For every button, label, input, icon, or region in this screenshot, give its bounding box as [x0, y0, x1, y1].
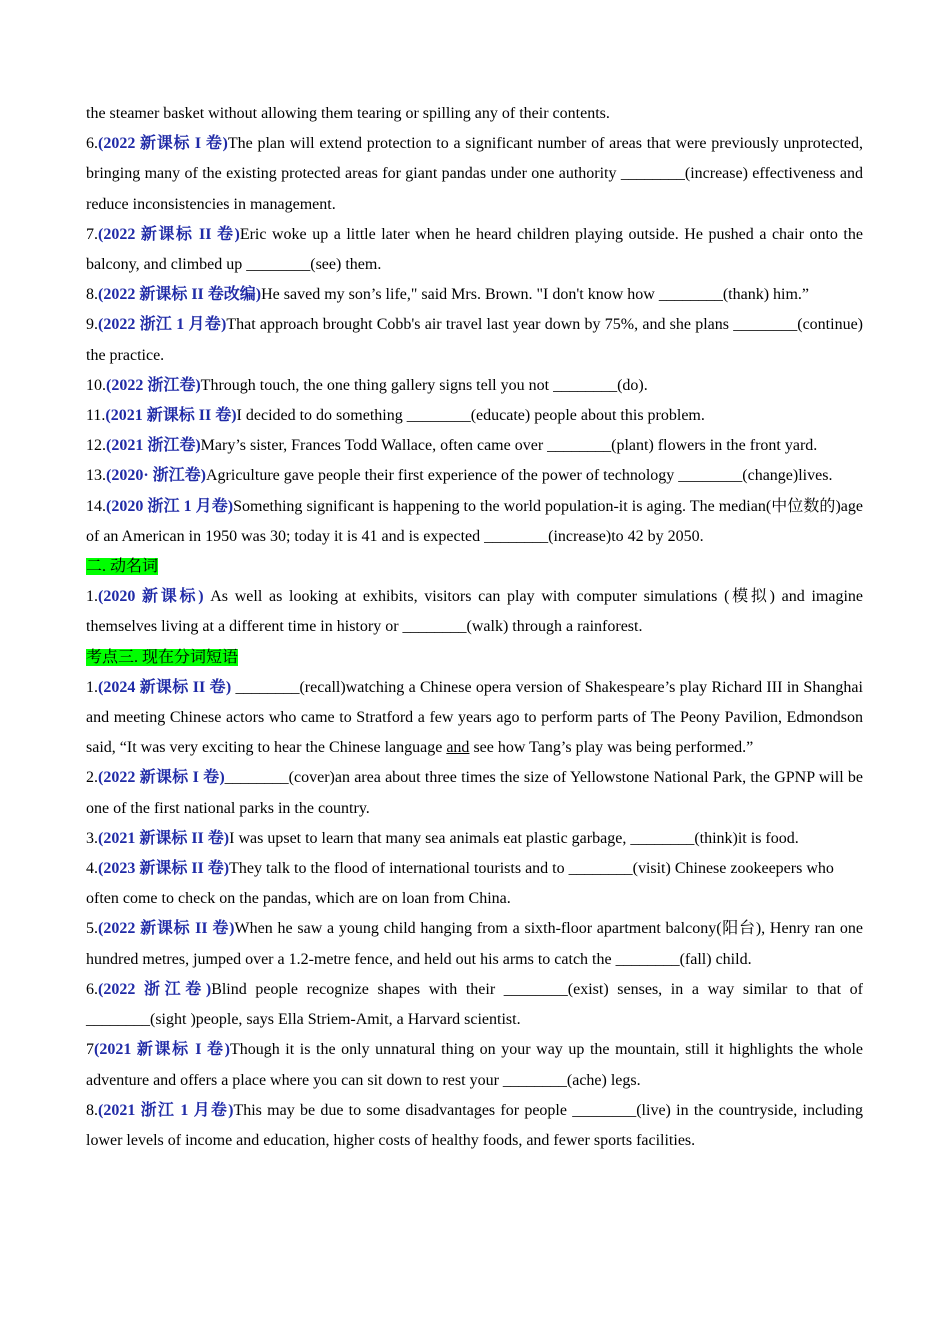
- section-heading: 考点三. 现在分词短语: [86, 648, 239, 666]
- question-item: [86, 824, 863, 854]
- question-number: 6.: [86, 135, 98, 153]
- question-text: As well as looking at exhibits, visitors can play with computer simulations (模拟) and imagine themselves living at a different time in history or ________(walk) through a rainforest.: [86, 588, 863, 636]
- question-item: [86, 280, 863, 310]
- underlined-word: and: [446, 739, 470, 757]
- question-source: (2021 新课标 I 卷): [94, 1041, 230, 1059]
- question-text: ________(recall)watching a Chinese opera version of Shakespeare’s play Richard III in Shanghai and meeting Chinese actors who came to Stratford a few years ago to perform parts of The Peony Pavilion, Edmondson said, “It was very exciting to hear the Chinese language: [86, 678, 863, 757]
- question-item: [86, 1096, 863, 1156]
- section-heading: 二. 动名词: [86, 558, 159, 576]
- question-item: [86, 310, 863, 370]
- question-number: 14.: [86, 497, 106, 515]
- question-number: 12.: [86, 437, 106, 455]
- question-source: (2022 浙江卷): [106, 376, 201, 394]
- question-item: [86, 975, 863, 1035]
- question-source: (2022 新课标 II 卷改编): [98, 286, 262, 304]
- question-number: 10.: [86, 376, 106, 394]
- question-text: Agriculture gave people their first experience of the power of technology ________(change)lives.: [206, 467, 833, 485]
- question-source: (2023 新课标 II 卷): [98, 860, 230, 878]
- question-number: 1.: [86, 588, 98, 606]
- question-number: 7.: [86, 225, 98, 243]
- question-item: [86, 129, 863, 220]
- question-text: Mary’s sister, Frances Todd Wallace, often came over ________(plant) flowers in the front yard.: [200, 437, 818, 455]
- question-number: 8.: [86, 1101, 98, 1119]
- question-text: Something significant is happening to the world population-it is aging. The median(中位数的)age of an American in 1950 was 30; today it is 41 and is expected ________(increase)to 42 by 2050.: [86, 497, 863, 545]
- question-item: [86, 401, 863, 431]
- question-item: [86, 854, 863, 914]
- question-number: 7: [86, 1041, 94, 1059]
- question-text: When he saw a young child hanging from a sixth-floor apartment balcony(阳台), Henry ran one hundred metres, jumped over a 1.2-metre fence, and held out his arms to catch the ________(fall) child.: [86, 920, 863, 968]
- question-item: [86, 582, 863, 642]
- question-source: (2020 浙江 1 月卷): [106, 497, 234, 515]
- question-source: (2022 浙江卷): [98, 980, 212, 998]
- question-number: 5.: [86, 920, 98, 938]
- question-source: (2022 新课标 I 卷): [98, 769, 225, 787]
- question-text: Eric woke up a little later when he heard children playing outside. He pushed a chair onto the balcony, and climbed up ________(see) them.: [86, 225, 863, 274]
- question-source: (2020 新课标): [98, 588, 204, 606]
- question-item: [86, 1035, 863, 1095]
- question-text: I decided to do something ________(educate) people about this problem.: [236, 407, 705, 425]
- question-item: [86, 431, 863, 461]
- document-body: [86, 99, 863, 1156]
- question-item: [86, 492, 863, 552]
- section-heading-row: [86, 552, 863, 582]
- question-text: That approach brought Cobb's air travel last year down by 75%, and she plans ________(continue) the practice.: [86, 316, 863, 364]
- question-text: Blind people recognize shapes with their ________(exist) senses, in a way similar to that of ________(sight )people, says Ella Striem-Amit, a Harvard scientist.: [86, 980, 863, 1029]
- question-source: (2021 浙江卷): [106, 437, 201, 455]
- question-source: (2022 浙江 1 月卷): [98, 316, 227, 334]
- question-item: [86, 371, 863, 401]
- question-text: Through touch, the one thing gallery signs tell you not ________(do).: [200, 376, 648, 394]
- question-text: He saved my son’s life," said Mrs. Brown. "I don't know how ________(thank) him.”: [261, 286, 810, 304]
- question-text: I was upset to learn that many sea animals eat plastic garbage, ________(think)it is food.: [229, 829, 799, 847]
- question-text: ________(cover)an area about three times the size of Yellowstone National Park, the GPNP will be one of the first national parks in the country.: [86, 769, 863, 817]
- question-source: (2021 浙江 1 月卷): [98, 1101, 234, 1119]
- question-source: (2020· 浙江卷): [106, 467, 206, 485]
- question-item: [86, 763, 863, 823]
- question-item: [86, 673, 863, 764]
- question-number: 3.: [86, 829, 98, 847]
- question-number: 1.: [86, 678, 98, 696]
- continuation-text: the steamer basket without allowing them tearing or spilling any of their contents.: [86, 105, 610, 122]
- question-item: [86, 914, 863, 974]
- question-number: 8.: [86, 286, 98, 304]
- question-text: Though it is the only unnatural thing on your way up the mountain, still it highlights the whole adventure and offers a place where you can sit down to rest your ________(ache) legs.: [86, 1041, 863, 1089]
- question-number: 13.: [86, 467, 106, 485]
- question-number: 11.: [86, 407, 106, 425]
- question-number: 4.: [86, 860, 98, 878]
- question-item: [86, 461, 863, 491]
- question-source: (2022 新课标 II 卷): [98, 225, 240, 243]
- question-text: This may be due to some disadvantages for people ________(live) in the countryside, including lower levels of income and education, higher costs of healthy foods, and fewer sports facilities.: [86, 1101, 863, 1149]
- question-text: The plan will extend protection to a significant number of areas that were previously unprotected, bringing many of the existing protected areas for giant pandas under one authority ________(increase) effectiveness and reduce inconsistencies in management.: [86, 135, 864, 213]
- question-source: (2021 新课标 II 卷): [98, 829, 230, 847]
- section-heading-row: [86, 643, 863, 673]
- question-source: (2022 新课标 II 卷): [98, 920, 235, 938]
- question-source: (2021 新课标 II 卷): [105, 407, 237, 425]
- question-text: see how Tang’s play was being performed.”: [469, 739, 754, 757]
- question-source: (2022 新课标 I 卷): [98, 135, 228, 153]
- question-source: (2024 新课标 II 卷): [98, 678, 232, 696]
- question-number: 6.: [86, 980, 98, 998]
- question-text: They talk to the flood of international tourists and to ________(visit) Chinese zookeepers who often come to check on the pandas, which are on loan from China.: [86, 860, 834, 908]
- question-item: [86, 220, 863, 280]
- question-number: 2.: [86, 769, 98, 787]
- question-number: 9.: [86, 316, 98, 334]
